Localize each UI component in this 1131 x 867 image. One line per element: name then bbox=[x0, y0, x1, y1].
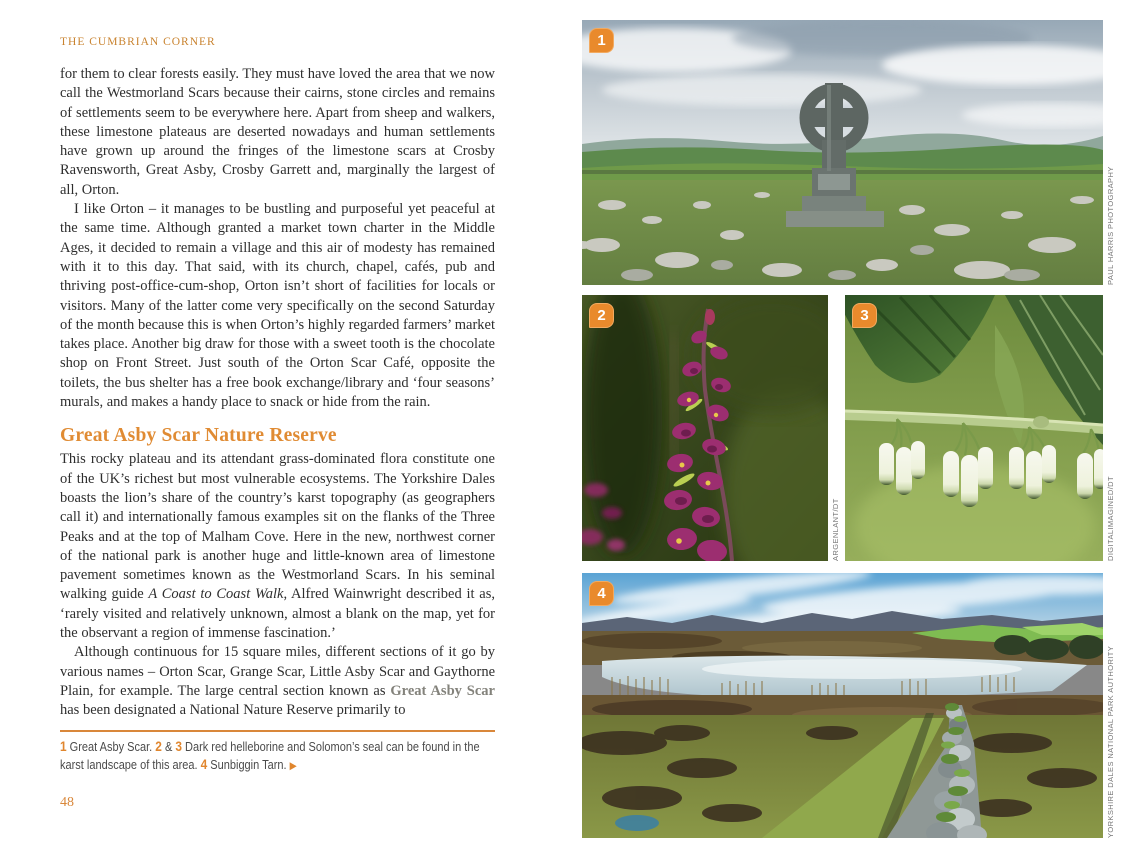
photo-caption bbox=[60, 738, 495, 775]
photo-solomons-seal bbox=[845, 295, 1103, 561]
paragraph-3 bbox=[60, 450, 495, 643]
paragraph-3-text-after: , Alfred Wainwright described it as, ‘rarely visited and relatively unknown, almost a blank on the map, yet for the observant a region of immense fascination.’ bbox=[60, 586, 495, 642]
photo-number-badge-1: 1 bbox=[589, 28, 614, 53]
photo-great-asby-scar bbox=[582, 20, 1103, 285]
photo-credit-1: PAUL HARRIS PHOTOGRAPHY bbox=[1106, 166, 1115, 285]
photo-number-badge-4: 4 bbox=[589, 581, 614, 606]
caption-number-3: 3 bbox=[175, 738, 182, 754]
caption-text-1: Great Asby Scar. bbox=[66, 739, 156, 754]
photo-credit-3: DIGITALIMAGINED/DT bbox=[1106, 476, 1115, 561]
section-heading: Great Asby Scar Nature Reserve bbox=[60, 425, 337, 447]
caption-number-1: 1 bbox=[60, 738, 67, 754]
photo2-flower-art bbox=[582, 295, 828, 561]
page-number: 48 bbox=[60, 794, 74, 810]
highlighted-place-name: Great Asby Scar bbox=[390, 682, 495, 699]
caption-text-2: Dark red helleborine and Solomon’s seal can be found in the karst landscape of this area. bbox=[60, 739, 480, 772]
paragraph-4-text-after: has been designated a National Nature Reserve primarily to bbox=[60, 702, 406, 719]
photo3-flower-art bbox=[845, 295, 1103, 561]
caption-ampersand: & bbox=[161, 739, 176, 754]
caption-arrow-icon: ▶ bbox=[289, 759, 297, 772]
section-kicker: THE CUMBRIAN CORNER bbox=[60, 36, 216, 48]
paragraph-4-text: Although continuous for 15 square miles, different sections of it go by various names – Orton Scar, Grange Scar, Little Asby Scar and Gaythorne Plain, for example. The large central section known as bbox=[60, 644, 495, 699]
caption-divider-rule bbox=[60, 730, 495, 732]
paragraph-2: I like Orton – it manages to be bustling and purposeful yet peaceful at the same time. Although granted a market town charter in the Middle Ages, it decided to remain a village and this air of modesty has remained with it to this day. That said, with its church, chapel, cafés, pub and thriving post-office-cum-shop, Orton isn’t short of facilities for locals or visitors. Many of the latter come very specifically on the second Saturday of the month because this is when Orton’s highly regarded farmers’ market takes place. Another big draw for those with a sweet tooth is the chocolate shop on Front Street. Just south of the Orton Scar Café, opposite the toilets, the bus shelter has a free book exchange/library and ‘four seasons’ murals, and makes a handy place to snack or hide from the rain. bbox=[60, 201, 495, 411]
caption-text-3: Sunbiggin Tarn. bbox=[207, 757, 290, 772]
book-title-italic: A Coast to Coast Walk bbox=[148, 586, 284, 603]
photo-number-badge-2: 2 bbox=[589, 303, 614, 328]
photo-credit-2: ARGENLANT/DT bbox=[831, 498, 840, 561]
photo4-landscape-art bbox=[582, 573, 1103, 838]
photo1-landscape-art bbox=[582, 20, 1103, 285]
photo-sunbiggin-tarn bbox=[582, 573, 1103, 838]
photo-dark-red-helleborine bbox=[582, 295, 828, 561]
paragraph-3-text: This rocky plateau and its attendant grass-dominated flora constitute one of the UK’s richest but most vulnerable ecosystems. The Yorkshire Dales boasts the lion’s share of the country’s karst topography (as geographers call it) and internationally famous examples sit on the flanks of the Three Peaks and at the top of Malham Cove. Here in the new, northwest corner of the national park is another huge and little-known area of limestone pavement sometimes known as the Westmorland Scars. In his seminal walking guide bbox=[60, 451, 495, 603]
photo-number-badge-3: 3 bbox=[852, 303, 877, 328]
photo-credit-4: YORKSHIRE DALES NATIONAL PARK AUTHORITY bbox=[1106, 645, 1115, 838]
caption-number-2: 2 bbox=[155, 738, 162, 754]
paragraph-1: for them to clear forests easily. They must have loved the area that we now call the Westmorland Scars because their cairns, stone circles and remains of settlements seem to be everywhere here. Apart from sheep and walkers, these limestone plateaus are deserted nowadays and human settlements have grown up around the fringes of the limestone scars at Crosby Ravensworth, Great Asby, Crosby Garrett and, marginally the largest of all, Orton. bbox=[60, 66, 495, 198]
paragraph-4 bbox=[60, 643, 495, 720]
text-column bbox=[60, 36, 495, 811]
caption-number-4: 4 bbox=[200, 756, 208, 772]
